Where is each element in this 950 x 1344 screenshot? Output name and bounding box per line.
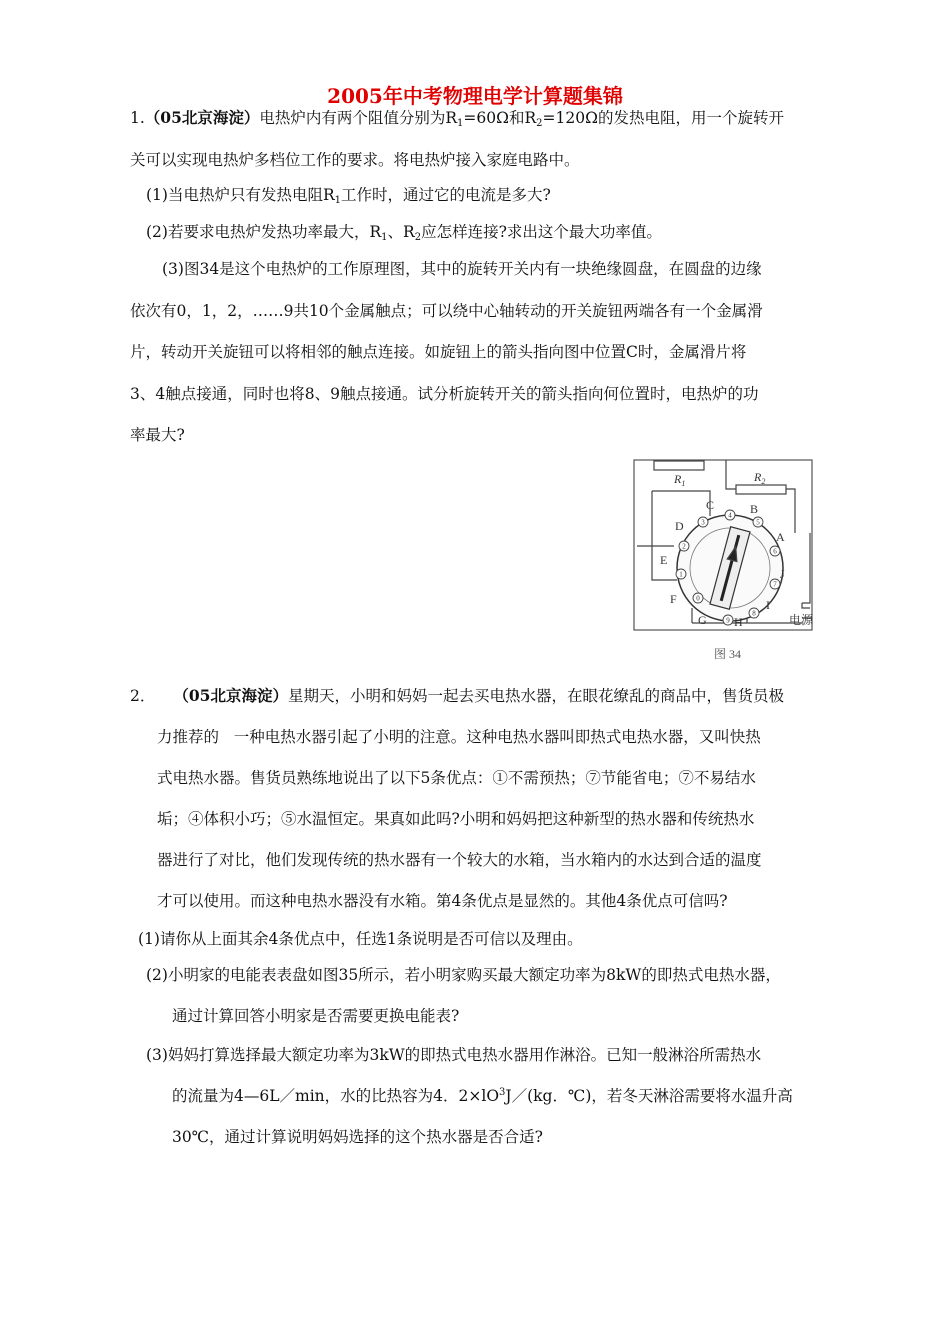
page-title: 2005年中考物理电学计算题集锦	[327, 84, 623, 108]
label-i: I	[766, 598, 770, 612]
q2-part-3-line-2-text-a: 的流量为4—6L／min，水的比热容为4．2×lO	[172, 1087, 500, 1105]
q1-part-2-sub-1: 1	[381, 232, 388, 243]
label-e: E	[660, 553, 668, 567]
circuit-diagram	[632, 458, 827, 668]
figure-34-circuit	[632, 458, 827, 668]
q2-part-3-exponent: 3	[499, 1087, 506, 1098]
q1-part-3-line-1: (3)图34是这个电热炉的工作原理图，其中的旋转开关内有一块绝缘圆盘，在圆盘的边缘	[162, 260, 762, 278]
q1-part-1	[146, 185, 551, 205]
label-f: F	[670, 592, 677, 606]
q1-part-3-line-3: 片，转动开关旋钮可以将相邻的触点连接。如旋钮上的箭头指向图中位置C时，金属滑片将	[130, 343, 747, 361]
q1-part-2-sub-2: 2	[414, 232, 422, 243]
r1-label-sub: 1	[681, 479, 686, 488]
r1-label-group	[673, 472, 685, 488]
q2-part-2-line-1: (2)小明家的电能表表盘如图35所示，若小明家购买最大额定功率为8kW的即热式电热水器，	[146, 966, 781, 984]
q2-line-1	[130, 686, 784, 706]
r2-label-group	[753, 470, 765, 486]
q2-line-4: 垢；④体积小巧；⑤水温恒定。果真如此吗?小明和妈妈把这种新型的热水器和传统热水	[157, 810, 755, 828]
r2-label-sub: 2	[761, 477, 766, 486]
q1-part-3-line-2: 依次有0，1，2，……9共10个金属触点；可以绕中心轴转动的开关旋钮两端各有一个金属滑	[130, 302, 763, 320]
contact-label-5: 5	[756, 518, 760, 527]
q1-part-2-text-a: (2)若要求电热炉发热功率最大，R	[146, 223, 382, 241]
q2-line-1-text: 星期天，小明和妈妈一起去买电热水器，在眼花缭乱的商品中，售货员极	[287, 687, 784, 705]
r2-label: R	[754, 470, 762, 484]
contact-label-9: 9	[726, 616, 730, 625]
q1-intro-text-a: 电热炉内有两个阻值分别为R	[259, 109, 458, 127]
wire-top-left	[652, 491, 710, 516]
label-b: B	[750, 502, 759, 516]
contact-label-3: 3	[701, 518, 705, 527]
contact-label-8: 8	[752, 609, 756, 618]
q1-part-3-line-4: 3、4触点接通，同时也将8、9触点接通。试分析旋转开关的箭头指向何位置时，电热炉的功	[130, 385, 759, 403]
q2-part-1: (1)请你从上面其余4条优点中，任选1条说明是否可信以及理由。	[138, 930, 583, 948]
label-j: J	[780, 567, 785, 581]
contact-label-0: 0	[696, 594, 700, 603]
q2-source: （05北京海淀）	[173, 686, 288, 705]
q2-line-2: 力推荐的 一种电热水器引起了小明的注意。这种电热水器叫即热式电热水器，又叫快热	[157, 728, 761, 746]
q2-part-3-line-2	[172, 1086, 793, 1106]
wire-r2-right	[786, 489, 795, 533]
label-c: C	[706, 498, 715, 512]
q2-part-3-line-1: (3)妈妈打算选择最大额定功率为3kW的即热式电热水器用作淋浴。已知一般淋浴所需热水	[146, 1046, 762, 1064]
power-label: 电源	[789, 613, 814, 627]
q1-intro-text-c: =120Ω的发热电阻，用一个旋转开	[542, 109, 784, 127]
q1-source: （05北京海淀）	[144, 108, 260, 127]
q2-line-6: 才可以使用。而这种电热水器没有水箱。第4条优点是显然的。其他4条优点可信吗?	[157, 892, 728, 910]
label-g: G	[698, 613, 707, 627]
q2-line-3: 式电热水器。售货员熟练地说出了以下5条优点：①不需预热；⑦节能省电；⑦不易结水	[157, 769, 756, 787]
q2-line-5: 器进行了对比，他们发现传统的热水器有一个较大的水箱，当水箱内的水达到合适的温度	[157, 851, 762, 869]
q1-intro-line-2: 关可以实现电热炉多档位工作的要求。将电热炉接入家庭电路中。	[130, 151, 580, 169]
label-d: D	[675, 519, 684, 533]
label-a: A	[776, 530, 785, 544]
r1-resistor	[654, 461, 704, 470]
q1-intro-sub-1: 1	[457, 118, 464, 129]
r1-label: R	[674, 472, 682, 486]
q2-number: 2．	[130, 687, 156, 705]
q2-part-2-line-2: 通过计算回答小明家是否需要更换电能表?	[172, 1007, 460, 1025]
label-h: H	[734, 615, 743, 629]
q1-part-1-sub: 1	[334, 195, 342, 206]
contact-label-1: 1	[679, 570, 683, 579]
wire-right-j	[802, 533, 810, 603]
contact-label-7: 7	[773, 580, 777, 589]
contact-label-2: 2	[682, 542, 686, 551]
q1-part-1-text-b: 工作时，通过它的电流是多大?	[341, 186, 551, 204]
q1-part-2-text-b: 、R	[387, 223, 415, 241]
q1-part-2-text-c: 应怎样连接?求出这个最大功率值。	[421, 223, 662, 241]
wire-r2-left	[726, 460, 736, 489]
figure-caption: 图 34	[714, 647, 742, 661]
q2-part-3-line-2-text-b: J／(kg．℃)，若冬天淋浴需要将水温升高	[505, 1087, 793, 1105]
q1-intro-sub-2: 2	[536, 118, 543, 129]
contact-label-6: 6	[773, 547, 777, 556]
r2-resistor	[736, 485, 786, 494]
q1-part-3-line-5: 率最大?	[130, 426, 185, 444]
q1-part-1-text-a: (1)当电热炉只有发热电阻R	[146, 186, 335, 204]
q2-part-3-line-3: 30℃，通过计算说明妈妈选择的这个热水器是否合适?	[172, 1128, 543, 1146]
q1-number: 1.	[130, 109, 145, 127]
q1-intro-line-1	[130, 108, 784, 128]
q1-part-2	[146, 222, 662, 242]
wire-power-1	[802, 603, 810, 608]
q1-intro-text-b: =60Ω和R	[463, 109, 537, 127]
contact-label-4: 4	[728, 511, 732, 520]
